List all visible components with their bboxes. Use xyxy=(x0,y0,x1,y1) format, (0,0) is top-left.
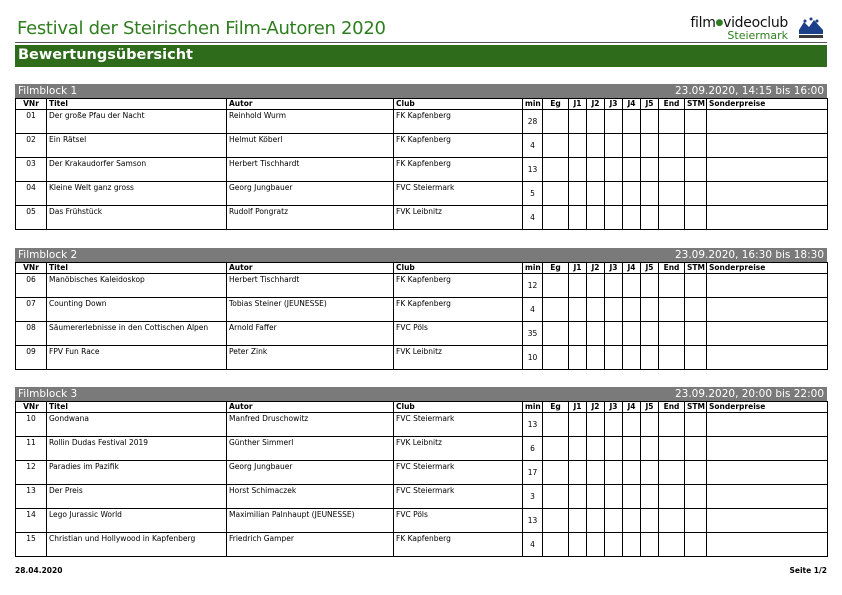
table-row xyxy=(16,413,828,437)
rating-cell-eig xyxy=(543,182,569,206)
block-name: Filmblock 2 xyxy=(18,249,78,261)
film-title: Rollin Dudas Festival 2019 xyxy=(47,437,227,461)
rating-cell-j4 xyxy=(623,134,641,158)
film-number: 13 xyxy=(16,485,47,509)
film-number: 15 xyxy=(16,533,47,557)
film-club: FVK Leibnitz xyxy=(394,206,523,230)
logo-dot-icon: ● xyxy=(715,18,724,28)
film-author: Manfred Druschowitz xyxy=(227,413,394,437)
column-header-j4: J4 xyxy=(623,263,641,274)
rating-cell-j5 xyxy=(641,274,659,298)
film-number: 09 xyxy=(16,346,47,370)
rating-table xyxy=(15,98,828,230)
rating-cell-j3 xyxy=(605,206,623,230)
rating-cell-sonder xyxy=(707,182,828,206)
rating-cell-j4 xyxy=(623,413,641,437)
column-header-vnr: VNr xyxy=(16,99,47,110)
rating-cell-eig xyxy=(543,134,569,158)
table-header-row xyxy=(16,99,828,110)
column-header-sonder: Sonderpreise xyxy=(707,99,828,110)
rating-cell-j1 xyxy=(569,182,587,206)
rating-cell-j5 xyxy=(641,437,659,461)
rating-cell-j2 xyxy=(587,322,605,346)
film-club: FVC Steiermark xyxy=(394,413,523,437)
column-header-j5: J5 xyxy=(641,402,659,413)
rating-cell-j5 xyxy=(641,182,659,206)
film-author: Herbert Tischhardt xyxy=(227,274,394,298)
rating-cell-end xyxy=(659,485,685,509)
rating-cell-sonder xyxy=(707,322,828,346)
rating-cell-j5 xyxy=(641,158,659,182)
rating-cell-j1 xyxy=(569,509,587,533)
film-duration: 12 xyxy=(523,274,543,298)
rating-cell-stm xyxy=(685,158,707,182)
film-title: Gondwana xyxy=(47,413,227,437)
rating-cell-j1 xyxy=(569,322,587,346)
film-duration: 6 xyxy=(523,437,543,461)
rating-cell-stm xyxy=(685,346,707,370)
rating-cell-j1 xyxy=(569,298,587,322)
rating-cell-j3 xyxy=(605,274,623,298)
column-header-j3: J3 xyxy=(605,263,623,274)
film-title: Christian und Hollywood in Kapfenberg xyxy=(47,533,227,557)
rating-cell-eig xyxy=(543,485,569,509)
block-header xyxy=(15,84,827,98)
film-duration: 3 xyxy=(523,485,543,509)
film-author: Peter Zink xyxy=(227,346,394,370)
rating-cell-j2 xyxy=(587,110,605,134)
rating-cell-end xyxy=(659,346,685,370)
rating-cell-j3 xyxy=(605,437,623,461)
rating-cell-stm xyxy=(685,110,707,134)
rating-cell-eig xyxy=(543,509,569,533)
rating-cell-j2 xyxy=(587,437,605,461)
rating-cell-j4 xyxy=(623,346,641,370)
rating-cell-j2 xyxy=(587,206,605,230)
rating-cell-end xyxy=(659,298,685,322)
rating-cell-sonder xyxy=(707,158,828,182)
table-header-row xyxy=(16,402,828,413)
film-number: 04 xyxy=(16,182,47,206)
rating-cell-j3 xyxy=(605,158,623,182)
subtitle-bar xyxy=(15,45,827,67)
column-header-j2: J2 xyxy=(587,263,605,274)
rating-cell-j5 xyxy=(641,322,659,346)
table-row xyxy=(16,110,828,134)
rating-cell-stm xyxy=(685,509,707,533)
column-header-end: End xyxy=(659,402,685,413)
rating-cell-j3 xyxy=(605,485,623,509)
rating-cell-j2 xyxy=(587,461,605,485)
film-author: Reinhold Wurm xyxy=(227,110,394,134)
header-divider xyxy=(15,42,827,43)
column-header-j4: J4 xyxy=(623,99,641,110)
rating-cell-j3 xyxy=(605,533,623,557)
rating-cell-j4 xyxy=(623,485,641,509)
film-club: FK Kapfenberg xyxy=(394,110,523,134)
table-row xyxy=(16,206,828,230)
rating-cell-stm xyxy=(685,274,707,298)
column-header-j2: J2 xyxy=(587,402,605,413)
rating-cell-j4 xyxy=(623,437,641,461)
column-header-j1: J1 xyxy=(569,99,587,110)
column-header-autor: Autor xyxy=(227,402,394,413)
film-club: FVC Pöls xyxy=(394,322,523,346)
rating-cell-eig xyxy=(543,206,569,230)
rating-cell-j5 xyxy=(641,461,659,485)
rating-cell-end xyxy=(659,533,685,557)
block-header xyxy=(15,248,827,262)
rating-cell-j3 xyxy=(605,346,623,370)
rating-cell-end xyxy=(659,413,685,437)
rating-cell-j1 xyxy=(569,461,587,485)
film-title: Der Krakaudorfer Samson xyxy=(47,158,227,182)
rating-cell-end xyxy=(659,134,685,158)
rating-cell-eig xyxy=(543,413,569,437)
rating-cell-j3 xyxy=(605,110,623,134)
film-author: Georg Jungbauer xyxy=(227,182,394,206)
table-row xyxy=(16,461,828,485)
rating-cell-sonder xyxy=(707,298,828,322)
column-header-j5: J5 xyxy=(641,263,659,274)
rating-cell-j2 xyxy=(587,274,605,298)
column-header-club: Club xyxy=(394,99,523,110)
film-number: 07 xyxy=(16,298,47,322)
film-number: 06 xyxy=(16,274,47,298)
film-title: Ein Rätsel xyxy=(47,134,227,158)
film-block xyxy=(15,84,827,230)
rating-cell-eig xyxy=(543,437,569,461)
rating-cell-j3 xyxy=(605,509,623,533)
column-header-end: End xyxy=(659,263,685,274)
rating-cell-sonder xyxy=(707,110,828,134)
rating-cell-j1 xyxy=(569,110,587,134)
film-number: 08 xyxy=(16,322,47,346)
film-author: Günther Simmerl xyxy=(227,437,394,461)
rating-cell-j4 xyxy=(623,509,641,533)
film-title: Der Preis xyxy=(47,485,227,509)
rating-cell-sonder xyxy=(707,485,828,509)
rating-cell-j5 xyxy=(641,206,659,230)
rating-cell-j3 xyxy=(605,461,623,485)
rating-cell-j4 xyxy=(623,158,641,182)
table-row xyxy=(16,346,828,370)
rating-cell-j5 xyxy=(641,533,659,557)
rating-cell-j4 xyxy=(623,110,641,134)
rating-cell-eig xyxy=(543,346,569,370)
rating-cell-j1 xyxy=(569,485,587,509)
film-title: Counting Down xyxy=(47,298,227,322)
column-header-sonder: Sonderpreise xyxy=(707,402,828,413)
film-author: Arnold Faffer xyxy=(227,322,394,346)
film-duration: 13 xyxy=(523,413,543,437)
block-date: 23.09.2020, 16:30 bis 18:30 xyxy=(674,249,824,261)
column-header-j4: J4 xyxy=(623,402,641,413)
film-club: FK Kapfenberg xyxy=(394,298,523,322)
rating-cell-end xyxy=(659,437,685,461)
rating-cell-j2 xyxy=(587,182,605,206)
column-header-j3: J3 xyxy=(605,402,623,413)
rating-cell-j5 xyxy=(641,134,659,158)
film-author: Herbert Tischhardt xyxy=(227,158,394,182)
film-author: Horst Schimaczek xyxy=(227,485,394,509)
column-header-j2: J2 xyxy=(587,99,605,110)
footer-page-number: Seite 1/2 xyxy=(789,566,827,575)
rating-cell-end xyxy=(659,206,685,230)
rating-cell-sonder xyxy=(707,533,828,557)
rating-cell-end xyxy=(659,182,685,206)
rating-cell-j1 xyxy=(569,274,587,298)
rating-cell-j3 xyxy=(605,413,623,437)
rating-cell-end xyxy=(659,110,685,134)
film-block xyxy=(15,248,827,370)
column-header-eig: Eg xyxy=(543,263,569,274)
film-author: Tobias Steiner (JEUNESSE) xyxy=(227,298,394,322)
rating-cell-j5 xyxy=(641,413,659,437)
film-club: FK Kapfenberg xyxy=(394,533,523,557)
rating-cell-j1 xyxy=(569,413,587,437)
rating-cell-stm xyxy=(685,485,707,509)
column-header-min: min xyxy=(523,402,543,413)
rating-cell-eig xyxy=(543,322,569,346)
rating-cell-j3 xyxy=(605,298,623,322)
film-duration: 10 xyxy=(523,346,543,370)
film-club: FVK Leibnitz xyxy=(394,437,523,461)
film-club: FVK Leibnitz xyxy=(394,346,523,370)
film-club: FK Kapfenberg xyxy=(394,158,523,182)
rating-cell-j4 xyxy=(623,461,641,485)
film-number: 02 xyxy=(16,134,47,158)
rating-cell-j2 xyxy=(587,134,605,158)
film-club: FVC Steiermark xyxy=(394,461,523,485)
rating-cell-j5 xyxy=(641,110,659,134)
rating-cell-sonder xyxy=(707,413,828,437)
rating-table xyxy=(15,401,828,557)
rating-cell-eig xyxy=(543,298,569,322)
film-title: Kleine Welt ganz gross xyxy=(47,182,227,206)
block-date: 23.09.2020, 20:00 bis 22:00 xyxy=(674,388,824,400)
document-title: Festival der Steirischen Film-Autoren 2020 xyxy=(17,18,386,39)
table-row xyxy=(16,485,828,509)
film-duration: 4 xyxy=(523,298,543,322)
film-duration: 28 xyxy=(523,110,543,134)
table-row xyxy=(16,274,828,298)
block-header xyxy=(15,387,827,401)
rating-cell-sonder xyxy=(707,274,828,298)
film-club: FVC Pöls xyxy=(394,509,523,533)
film-club: FVC Steiermark xyxy=(394,485,523,509)
table-row xyxy=(16,533,828,557)
rating-cell-sonder xyxy=(707,437,828,461)
film-club: FK Kapfenberg xyxy=(394,274,523,298)
film-title: Manöbisches Kaleidoskop xyxy=(47,274,227,298)
rating-cell-eig xyxy=(543,158,569,182)
table-row xyxy=(16,437,828,461)
column-header-min: min xyxy=(523,263,543,274)
rating-cell-j4 xyxy=(623,274,641,298)
table-row xyxy=(16,182,828,206)
rating-cell-j2 xyxy=(587,298,605,322)
rating-cell-j2 xyxy=(587,158,605,182)
rating-cell-stm xyxy=(685,413,707,437)
rating-cell-j3 xyxy=(605,322,623,346)
column-header-stm: STM xyxy=(685,402,707,413)
film-author: Helmut Köberl xyxy=(227,134,394,158)
rating-cell-j1 xyxy=(569,134,587,158)
rating-cell-j1 xyxy=(569,437,587,461)
rating-cell-end xyxy=(659,274,685,298)
rating-cell-stm xyxy=(685,182,707,206)
column-header-j3: J3 xyxy=(605,99,623,110)
film-number: 10 xyxy=(16,413,47,437)
film-title: Das Frühstück xyxy=(47,206,227,230)
table-header-row xyxy=(16,263,828,274)
rating-cell-j5 xyxy=(641,346,659,370)
column-header-j1: J1 xyxy=(569,402,587,413)
rating-cell-stm xyxy=(685,134,707,158)
rating-cell-eig xyxy=(543,533,569,557)
rating-cell-stm xyxy=(685,206,707,230)
film-duration: 13 xyxy=(523,158,543,182)
rating-cell-stm xyxy=(685,533,707,557)
rating-cell-sonder xyxy=(707,206,828,230)
column-header-sonder: Sonderpreise xyxy=(707,263,828,274)
column-header-vnr: VNr xyxy=(16,402,47,413)
film-club: FK Kapfenberg xyxy=(394,134,523,158)
rating-cell-stm xyxy=(685,298,707,322)
column-header-autor: Autor xyxy=(227,263,394,274)
film-club: FVC Steiermark xyxy=(394,182,523,206)
table-row xyxy=(16,298,828,322)
film-author: Rudolf Pongratz xyxy=(227,206,394,230)
column-header-titel: Titel xyxy=(47,99,227,110)
film-block xyxy=(15,387,827,557)
rating-cell-j2 xyxy=(587,485,605,509)
rating-cell-sonder xyxy=(707,509,828,533)
rating-cell-j1 xyxy=(569,533,587,557)
table-row xyxy=(16,322,828,346)
rating-cell-j1 xyxy=(569,206,587,230)
film-title: Säumererlebnisse in den Cottischen Alpen xyxy=(47,322,227,346)
column-header-club: Club xyxy=(394,402,523,413)
column-header-stm: STM xyxy=(685,263,707,274)
logo-text-bottom: Steiermark xyxy=(727,29,788,42)
film-duration: 4 xyxy=(523,134,543,158)
rating-cell-j2 xyxy=(587,509,605,533)
film-author: Maximilian Palnhaupt (JEUNESSE) xyxy=(227,509,394,533)
film-duration: 13 xyxy=(523,509,543,533)
rating-cell-eig xyxy=(543,461,569,485)
table-row xyxy=(16,158,828,182)
column-header-titel: Titel xyxy=(47,263,227,274)
rating-cell-eig xyxy=(543,110,569,134)
column-header-titel: Titel xyxy=(47,402,227,413)
film-title: Lego Jurassic World xyxy=(47,509,227,533)
table-row xyxy=(16,509,828,533)
rating-cell-end xyxy=(659,461,685,485)
film-duration: 17 xyxy=(523,461,543,485)
block-name: Filmblock 1 xyxy=(18,85,78,97)
column-header-eig: Eg xyxy=(543,99,569,110)
rating-cell-sonder xyxy=(707,134,828,158)
film-number: 11 xyxy=(16,437,47,461)
film-duration: 4 xyxy=(523,533,543,557)
film-title: Der große Pfau der Nacht xyxy=(47,110,227,134)
rating-cell-end xyxy=(659,509,685,533)
film-title: Paradies im Pazifik xyxy=(47,461,227,485)
column-header-j1: J1 xyxy=(569,263,587,274)
rating-table xyxy=(15,262,828,370)
film-number: 03 xyxy=(16,158,47,182)
logo-text-top: film●videoclub xyxy=(690,15,788,31)
rating-cell-j4 xyxy=(623,298,641,322)
film-number: 05 xyxy=(16,206,47,230)
rating-cell-end xyxy=(659,322,685,346)
rating-cell-j5 xyxy=(641,298,659,322)
rating-cell-j4 xyxy=(623,206,641,230)
film-title: FPV Fun Race xyxy=(47,346,227,370)
column-header-stm: STM xyxy=(685,99,707,110)
rating-cell-j2 xyxy=(587,533,605,557)
rating-cell-j2 xyxy=(587,413,605,437)
rating-cell-stm xyxy=(685,322,707,346)
film-author: Friedrich Gamper xyxy=(227,533,394,557)
rating-cell-j1 xyxy=(569,158,587,182)
rating-cell-end xyxy=(659,158,685,182)
block-name: Filmblock 3 xyxy=(18,388,78,400)
block-date: 23.09.2020, 14:15 bis 16:00 xyxy=(674,85,824,97)
film-number: 01 xyxy=(16,110,47,134)
film-duration: 35 xyxy=(523,322,543,346)
club-emblem-icon xyxy=(796,16,826,40)
rating-cell-j4 xyxy=(623,533,641,557)
rating-cell-stm xyxy=(685,461,707,485)
rating-cell-j3 xyxy=(605,182,623,206)
rating-cell-j4 xyxy=(623,322,641,346)
film-author: Georg Jungbauer xyxy=(227,461,394,485)
rating-cell-j4 xyxy=(623,182,641,206)
rating-cell-sonder xyxy=(707,461,828,485)
rating-cell-j2 xyxy=(587,346,605,370)
rating-cell-j5 xyxy=(641,485,659,509)
film-duration: 4 xyxy=(523,206,543,230)
column-header-club: Club xyxy=(394,263,523,274)
column-header-min: min xyxy=(523,99,543,110)
film-number: 14 xyxy=(16,509,47,533)
column-header-end: End xyxy=(659,99,685,110)
document-subtitle: Bewertungsübersicht xyxy=(18,47,193,63)
column-header-eig: Eg xyxy=(543,402,569,413)
table-row xyxy=(16,134,828,158)
rating-cell-stm xyxy=(685,437,707,461)
footer-date: 28.04.2020 xyxy=(15,566,63,575)
rating-cell-j1 xyxy=(569,346,587,370)
column-header-j5: J5 xyxy=(641,99,659,110)
column-header-vnr: VNr xyxy=(16,263,47,274)
rating-cell-j3 xyxy=(605,134,623,158)
column-header-autor: Autor xyxy=(227,99,394,110)
rating-cell-j5 xyxy=(641,509,659,533)
film-number: 12 xyxy=(16,461,47,485)
film-duration: 5 xyxy=(523,182,543,206)
rating-cell-sonder xyxy=(707,346,828,370)
rating-cell-eig xyxy=(543,274,569,298)
club-logo xyxy=(686,15,826,41)
